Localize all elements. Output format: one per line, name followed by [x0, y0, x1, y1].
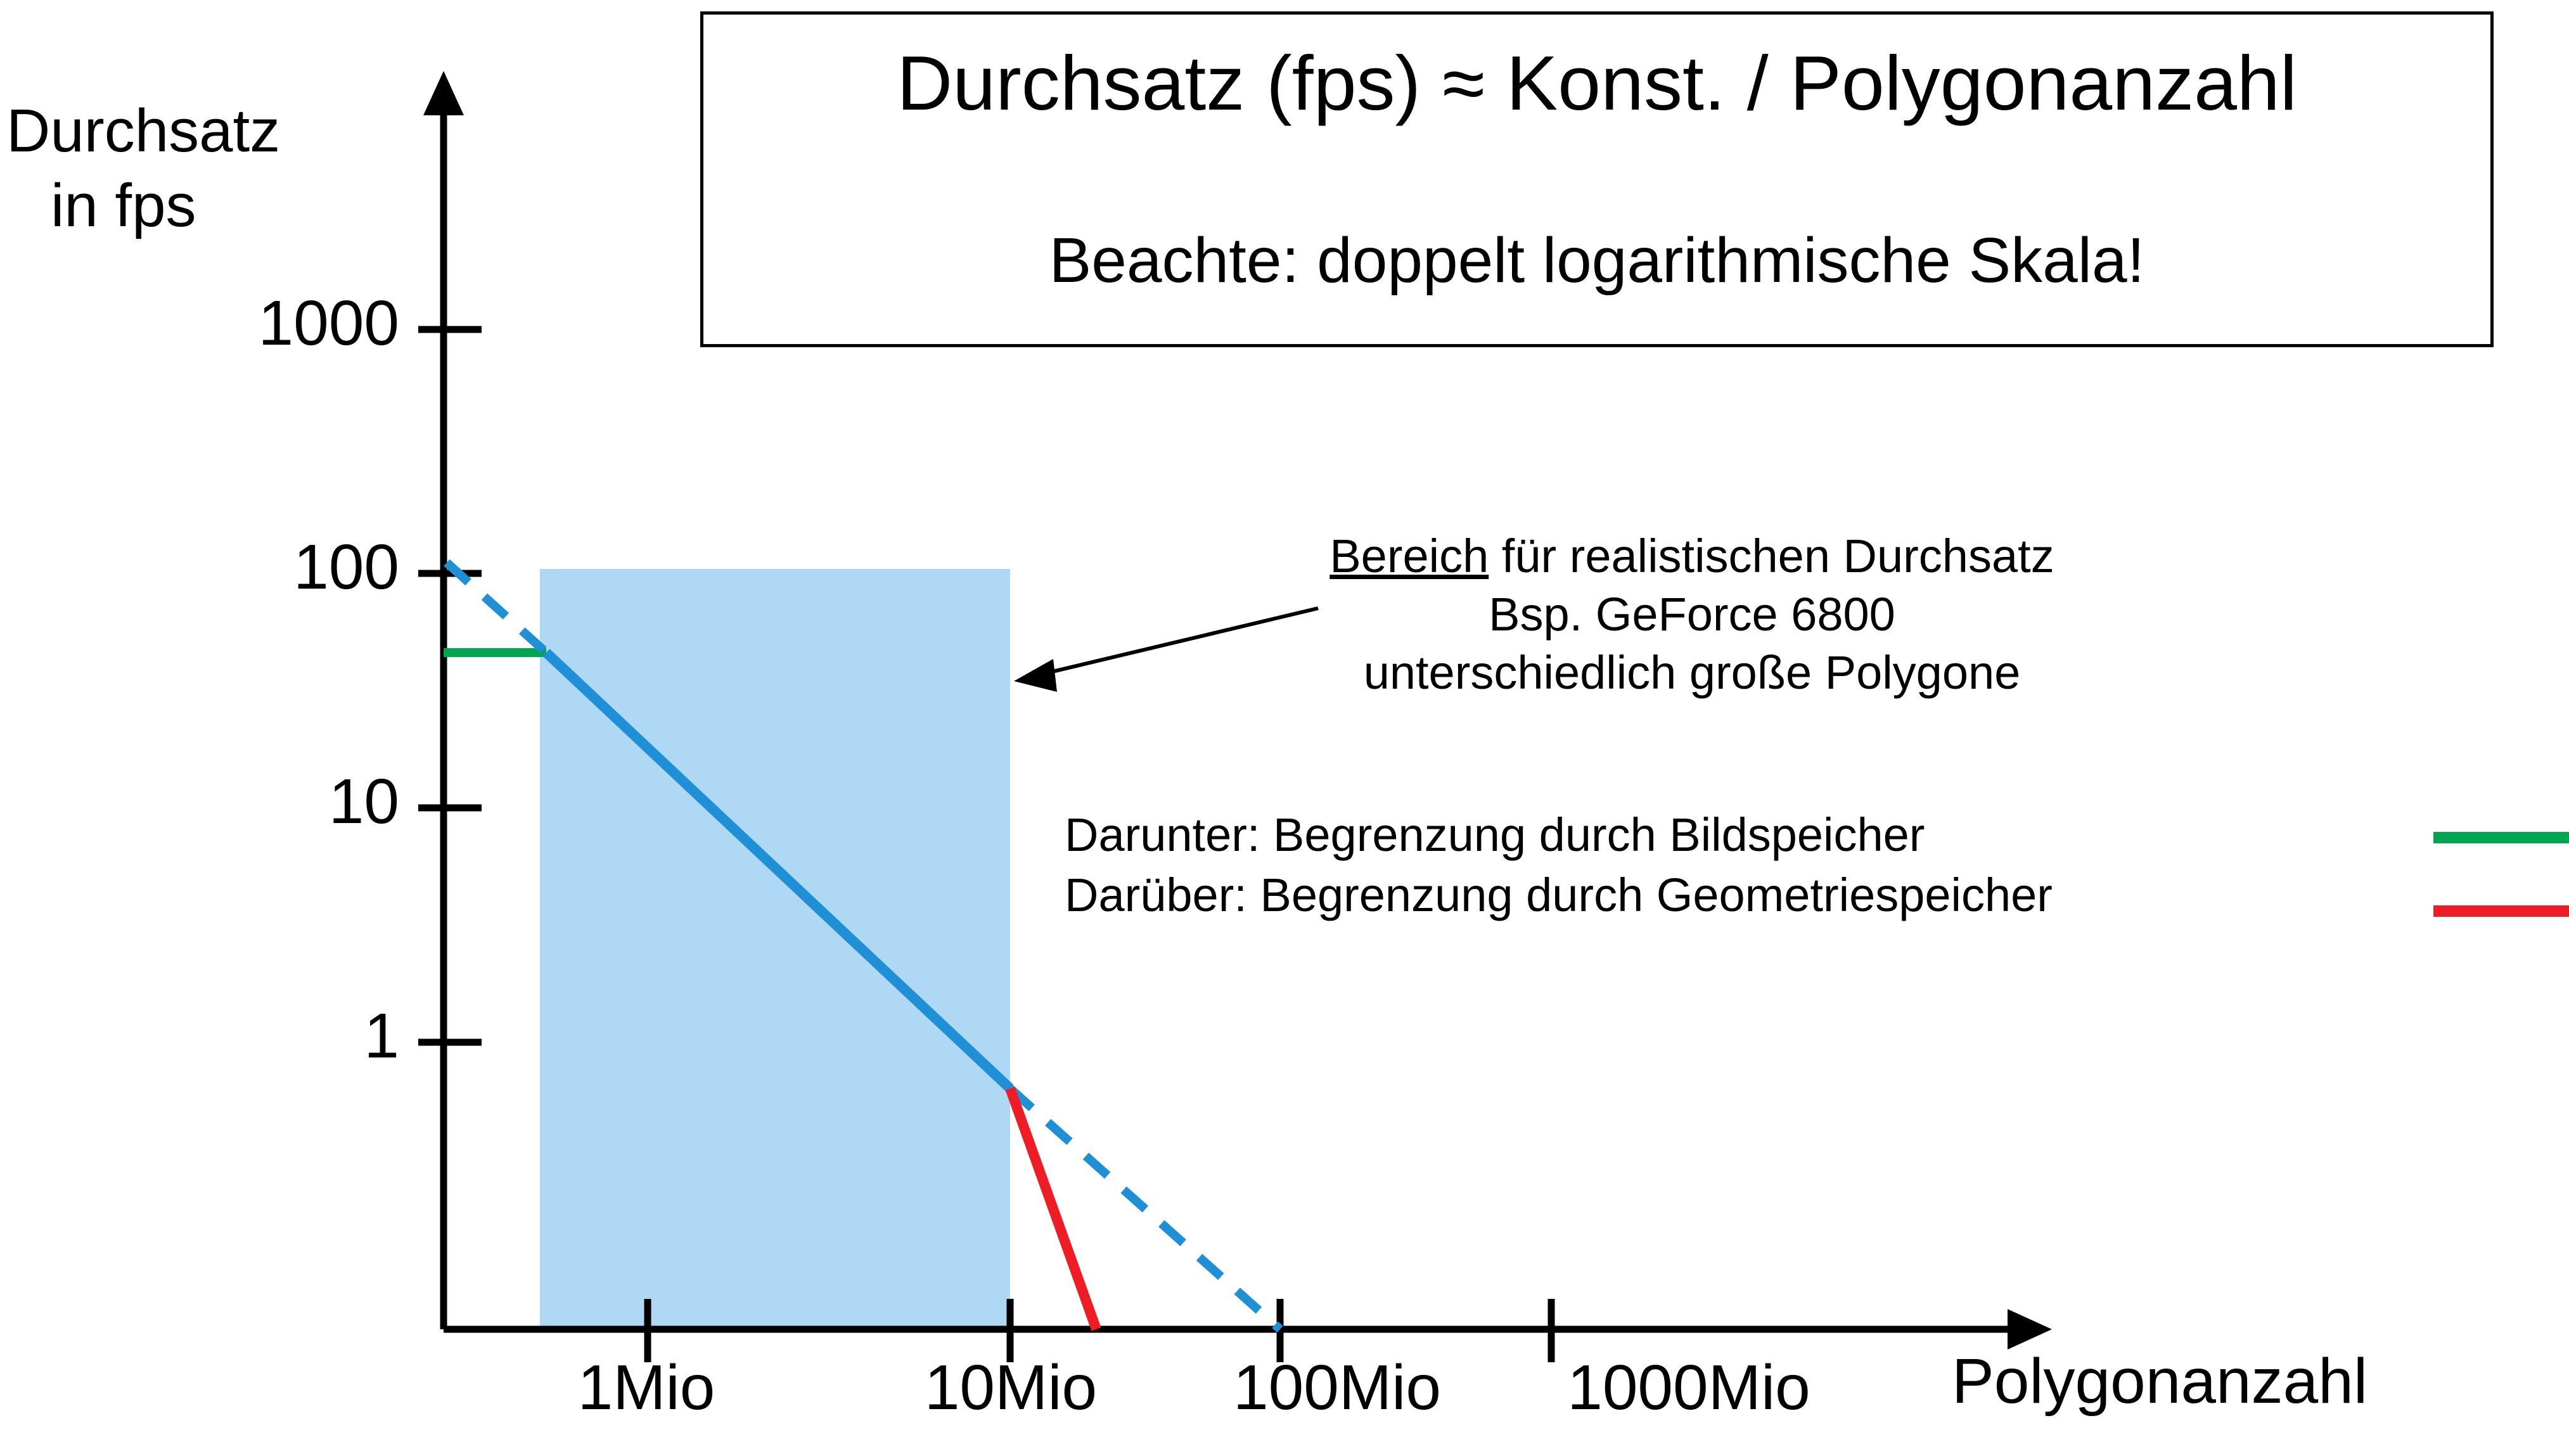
range-annotation-rest: für realistischen Durchsatz [1489, 530, 2054, 582]
x-axis [444, 1309, 2052, 1350]
y-axis-title-line1: Durchsatz [6, 97, 281, 165]
x-tick-label-1000mio: 1000Mio [1567, 1352, 1810, 1423]
range-annotation-line2: Bsp. GeForce 6800 [1489, 588, 1895, 641]
legend-label-geometriespeicher: Darüber: Begrenzung durch Geometriespeicher [1065, 869, 2053, 921]
x-tick-label-1mio: 1Mio [577, 1352, 715, 1423]
y-tick-label-1: 1 [364, 1000, 399, 1071]
title-subtitle: Beachte: doppelt logarithmische Skala! [1049, 225, 2145, 296]
series-line-durchsatz [546, 653, 1010, 1089]
range-annotation-line3: unterschiedlich große Polygone [1363, 646, 2021, 699]
y-tick-label-10: 10 [328, 766, 399, 837]
series-line-extrapolation-upper [447, 563, 546, 653]
title-main: Durchsatz (fps) ≈ Konst. / Polygonanzahl [897, 40, 2297, 126]
annotation-leader-arrow [1014, 608, 1318, 692]
legend-label-bildspeicher: Darunter: Begrenzung durch Bildspeicher [1065, 808, 1925, 861]
range-annotation-underlined: Bereich [1329, 530, 1489, 582]
y-axis [423, 71, 464, 1329]
x-tick-label-10mio: 10Mio [924, 1352, 1098, 1423]
y-tick-label-1000: 1000 [258, 288, 399, 359]
x-axis-title: Polygonanzahl [1952, 1346, 2368, 1417]
x-tick-label-100mio: 100Mio [1233, 1352, 1441, 1423]
y-axis-title-line2: in fps [51, 172, 196, 239]
y-tick-label-100: 100 [293, 532, 399, 603]
y-axis-ticks [418, 329, 482, 1042]
